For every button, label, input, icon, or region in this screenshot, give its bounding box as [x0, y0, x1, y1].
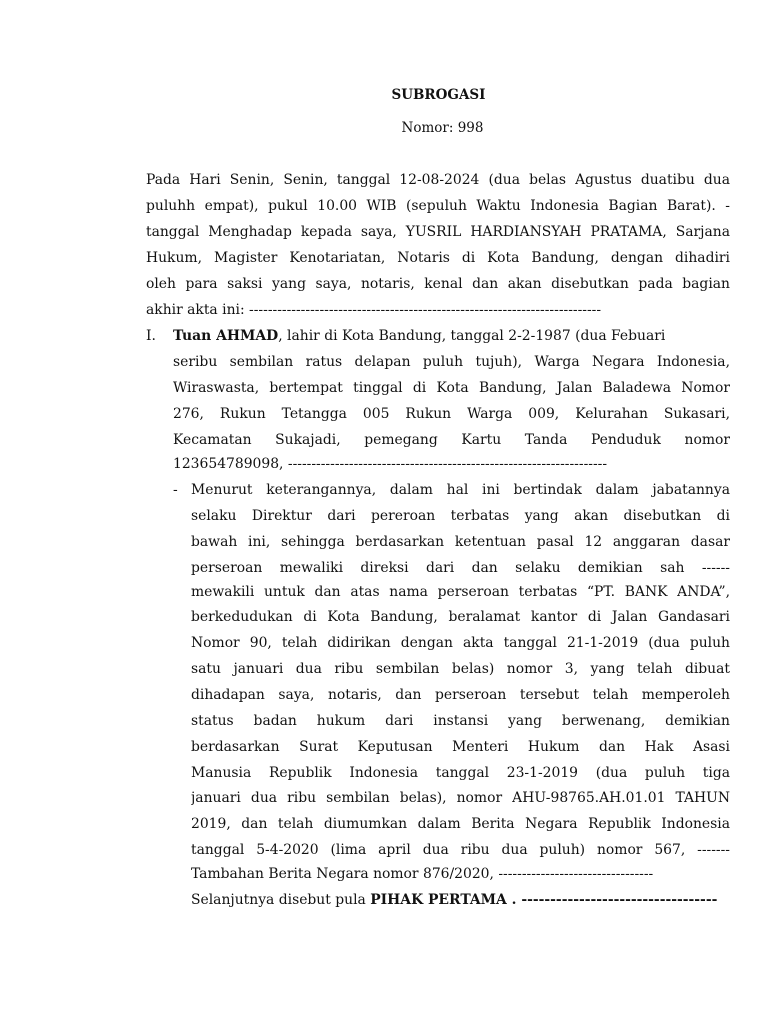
opening-line: Hukum, Magister Kenotariatan, Notaris di Kota Bandung, dengan dihadiri: [146, 250, 730, 266]
capacity-line: Manusia Republik Indonesia tanggal 23-1-2019 (dua puluh tiga: [191, 765, 730, 781]
capacity-line: 2019, dan telah diumumkan dalam Berita Negara Republik Indonesia: [191, 816, 730, 832]
capacity-line: bawah ini, sehingga berdasarkan ketentuan pasal 12 anggaran dasar: [191, 534, 730, 550]
capacity-line: dihadapan saya, notaris, dan perseroan tersebut telah memperoleh: [191, 687, 730, 703]
capacity-closing-line: [191, 891, 730, 909]
capacity-line: mewakili untuk dan atas nama perseroan terbatas “PT. BANK ANDA”,: [191, 584, 730, 600]
capacity-line: tanggal 5-4-2020 (lima april dua ribu dua puluh) nomor 567, -------: [191, 842, 730, 858]
capacity-line: berkedudukan di Kota Bandung, beralamat kantor di Jalan Gandasari: [191, 609, 730, 625]
party-line: Wiraswasta, bertempat tinggal di Kota Bandung, Jalan Baladewa Nomor: [173, 380, 730, 396]
opening-line: akhir akta ini: ---------------------------------------------------------------------------: [146, 302, 602, 318]
party-first-line: [173, 327, 730, 345]
capacity-line: januari dua ribu sembilan belas), nomor AHU-98765.AH.01.01 TAHUN: [191, 790, 730, 806]
sub-list-marker: -: [173, 482, 178, 498]
capacity-line: satu januari dua ribu sembilan belas) nomor 3, yang telah dibuat: [191, 661, 730, 677]
list-marker: I.: [146, 328, 156, 344]
closing-suffix: . ----------------------------------: [506, 892, 718, 908]
capacity-line: Nomor 90, telah didirikan dengan akta tanggal 21-1-2019 (dua puluh: [191, 635, 730, 651]
party-line: seribu sembilan ratus delapan puluh tujuh), Warga Negara Indonesia,: [173, 354, 730, 370]
capacity-line: berdasarkan Surat Keputusan Menteri Hukum dan Hak Asasi: [191, 739, 730, 755]
capacity-line: Menurut keterangannya, dalam hal ini bertindak dalam jabatannya: [191, 482, 730, 498]
party-first-line-text: , lahir di Kota Bandung, tanggal 2-2-1987 (dua Febuari: [278, 328, 666, 344]
closing-prefix: Selanjutnya disebut pula: [191, 892, 371, 908]
document-number: Nomor: 998: [401, 120, 484, 136]
opening-line: oleh para saksi yang saya, notaris, kenal dan akan disebutkan pada bagian: [146, 276, 730, 292]
opening-line: Pada Hari Senin, Senin, tanggal 12-08-2024 (dua belas Agustus duatibu dua: [146, 172, 730, 188]
party-name: Tuan AHMAD: [173, 328, 279, 344]
capacity-line: status badan hukum dari instansi yang berwenang, demikian: [191, 713, 730, 729]
capacity-line: perseroan mewaliki direksi dari dan selaku demikian sah ------: [191, 560, 730, 576]
party-designation: PIHAK PERTAMA: [370, 892, 507, 908]
party-line: 276, Rukun Tetangga 005 Rukun Warga 009, Kelurahan Sukasari,: [173, 406, 730, 422]
document-title: SUBROGASI: [391, 87, 486, 103]
capacity-line: selaku Direktur dari pereroan terbatas yang akan disebutkan di: [191, 508, 730, 524]
opening-line: puluhh empat), pukul 10.00 WIB (sepuluh Waktu Indonesia Bagian Barat). -: [146, 198, 730, 214]
party-line: 123654789098, --------------------------------------------------------------------: [173, 456, 608, 472]
party-line: Kecamatan Sukajadi, pemegang Kartu Tanda Penduduk nomor: [173, 432, 730, 448]
opening-line: tanggal Menghadap kepada saya, YUSRIL HARDIANSYAH PRATAMA, Sarjana: [146, 224, 730, 240]
capacity-line: Tambahan Berita Negara nomor 876/2020, ---------------------------------: [191, 866, 654, 882]
